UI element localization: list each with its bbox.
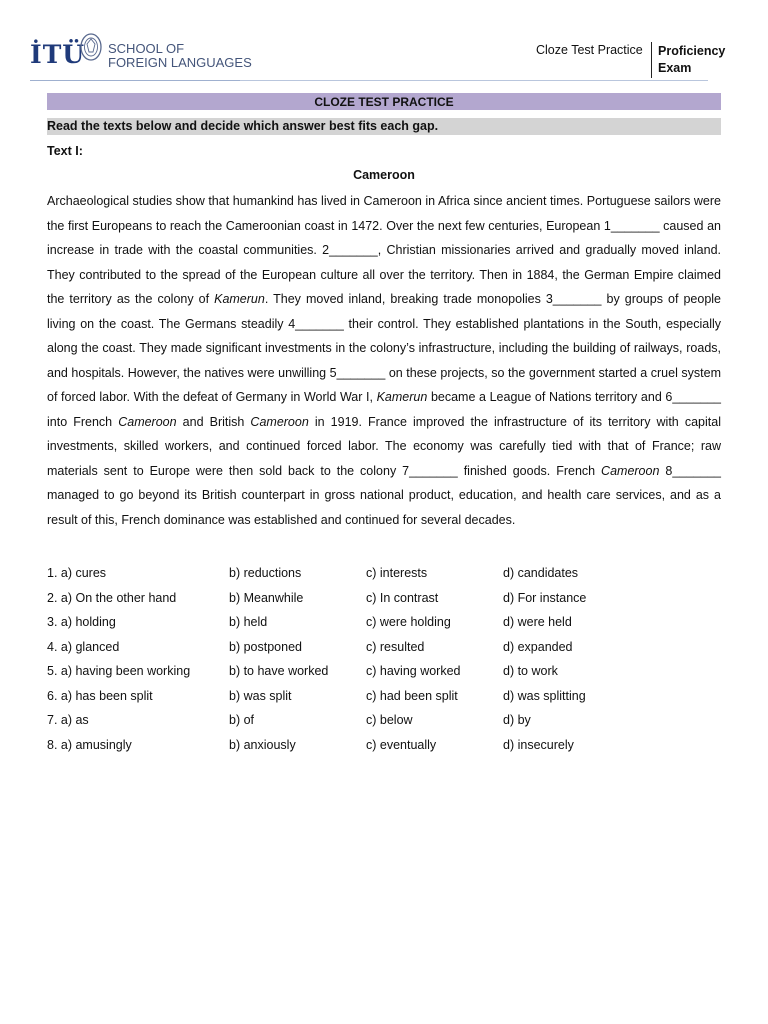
option-b: b) anxiously [229,737,296,752]
passage [47,189,721,532]
option-a: 6. a) has been split [47,688,153,703]
option-c: c) interests [366,566,428,580]
text-label: Text I: [47,144,83,158]
header-rule-left [30,80,240,81]
passage-segment: and British [176,414,251,429]
question-row [47,610,721,635]
passage-italic-term: Cameroon [601,463,660,478]
option-d: d) expanded [503,639,573,654]
exam-label [658,43,725,77]
answer-options [47,561,721,757]
option-b: b) to have worked [229,664,329,678]
option-b: b) reductions [229,566,302,580]
main-content [47,93,721,757]
header-rule [240,80,708,81]
page-title: CLOZE TEST PRACTICE [47,93,721,110]
option-c: c) were holding [366,615,451,629]
option-b: b) was split [229,688,292,703]
question-row [47,708,721,733]
itu-logo: İTÜ [30,40,86,69]
option-a: 1. a) cures [47,566,107,580]
question-row [47,659,721,684]
option-c: c) having worked [366,664,461,678]
option-c: c) In contrast [366,590,439,605]
option-d: d) insecurely [503,737,574,752]
passage-segment: Archaeological studies show that humankind has lived in Cameroon in Africa since ancient times. Portuguese sailors were the first Europeans to reach the Cameroonian coast in 1472. Over the next few centuries, European 1_______ caused an increase in trade with the coastal communities. 2_______, Christian missionaries arrived and gradually moved inland. They contributed to the spread of the European culture all over the territory. Then in 1884, the German Empire claimed the territory as the colony of [47,194,721,306]
school-name [108,42,252,70]
option-b: b) Meanwhile [229,590,304,605]
option-c: c) had been split [366,688,458,703]
passage-italic-term: Kamerun [214,292,265,306]
exam-label-line-2: Exam [658,61,692,75]
text-title: Cameroon [353,168,415,182]
option-b: b) held [229,615,268,629]
option-a: 4. a) glanced [47,639,120,654]
instructions: Read the texts below and decide which answer best fits each gap. [47,118,721,135]
option-a: 3. a) holding [47,615,116,629]
doc-type-label: Cloze Test Practice [536,43,643,57]
option-d: d) For instance [503,590,587,605]
option-a: 7. a) as [47,713,89,727]
option-a: 5. a) having been working [47,664,191,678]
option-c: c) resulted [366,639,425,654]
question-row [47,586,721,611]
passage-italic-term: Cameroon [118,414,177,429]
option-c: c) below [366,713,413,727]
option-d: d) by [503,713,531,727]
passage-segment: . They moved inland, breaking trade monopolies 3_______ by groups of people living on the coast. The Germans steadily 4_______ their control. They established plantations in the South, especially along the coast. They made significant investments in the colony’s infrastructure, including the building of railways, roads, and hospitals. However, the natives were unwilling 5_______ on these projects, so the government started a cruel system of forced labor. With the defeat of Germany in World War I, [47,292,722,404]
school-line-1: SCHOOL OF [108,41,185,56]
option-c: c) eventually [366,737,437,752]
option-b: b) of [229,713,255,727]
option-d: d) was splitting [503,688,586,703]
question-row [47,561,721,586]
option-b: b) postponed [229,639,302,654]
question-row [47,733,721,758]
passage-segment: 8_______ managed to go beyond its British counterpart in gross national product, education, and health care services, and as a result of this, French dominance was established and continued for several decades. [47,463,721,527]
passage-italic-term: Cameroon [250,414,309,429]
university-seal-icon [79,32,103,66]
question-row [47,635,721,660]
option-a: 8. a) amusingly [47,737,132,752]
passage-segment: became a League of Nations territory and 6_______ into French [47,390,722,429]
option-a: 2. a) On the other hand [47,590,177,605]
passage-segment: in 1919. France improved the infrastructure of its territory with capital investments, skilled workers, and continued forced labor. The economy was carefully tied with that of France; raw materials sent to Europe were then sold back to the colony 7_______ finished goods. French [47,414,721,478]
option-d: d) were held [503,615,572,629]
school-line-2: FOREIGN LANGUAGES [108,55,252,70]
passage-italic-term: Kamerun [376,390,428,404]
header-divider [651,42,652,78]
option-d: d) to work [503,664,558,678]
option-d: d) candidates [503,566,579,580]
exam-label-line-1: Proficiency [658,44,726,58]
question-row [47,684,721,709]
